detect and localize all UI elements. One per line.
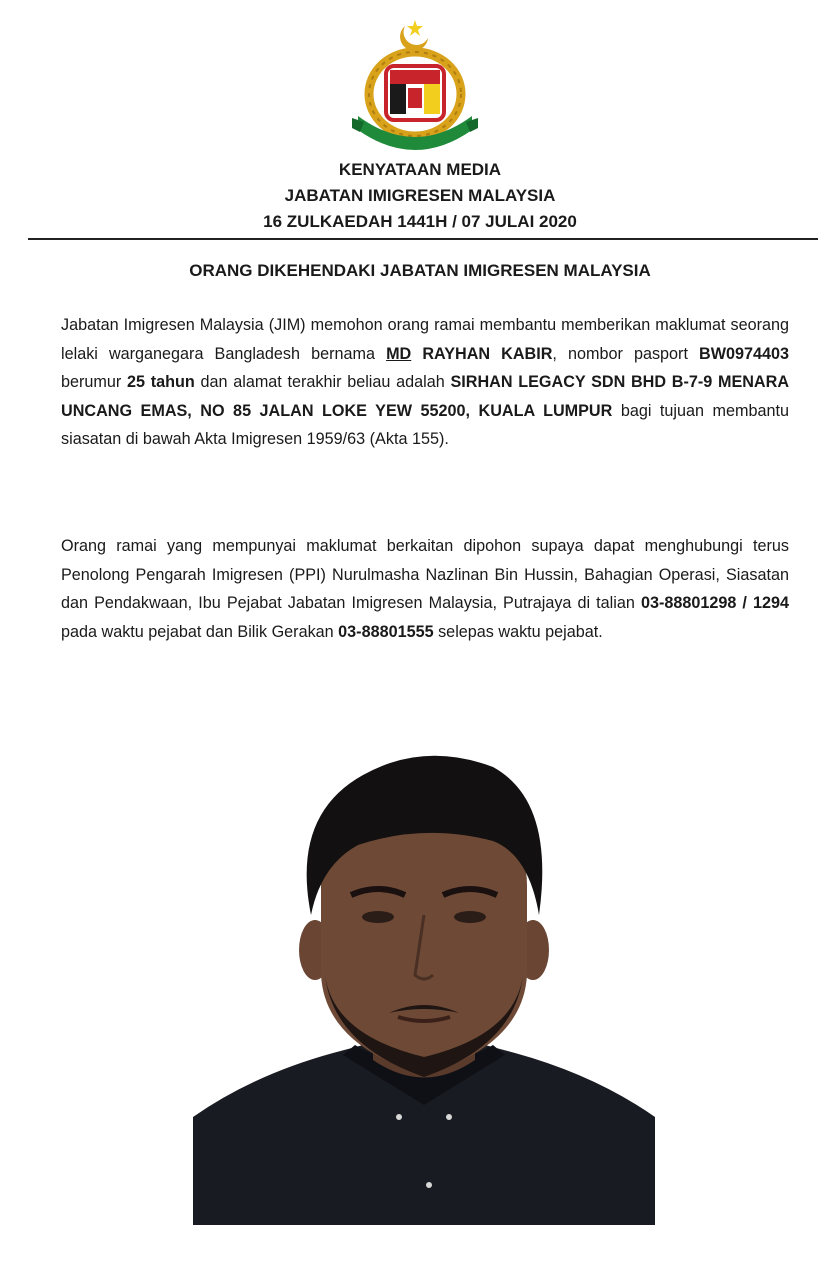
notice-title: ORANG DIKEHENDAKI JABATAN IMIGRESEN MALAYSIA (189, 261, 651, 280)
passport-number: BW0974403 (699, 344, 790, 363)
last-address: SIRHAN LEGACY SDN BHD B-7-9 MENARA UNCANG EMAS, NO 85 JALAN LOKE YEW 55200, KUALA LUMPUR (61, 373, 790, 420)
para1-text-2: , nombor pasport (552, 344, 700, 363)
media-statement-heading: KENYATAAN MEDIA (338, 160, 502, 179)
wanted-person-photo (193, 745, 655, 1225)
after-hours-phone: 03-88801555 (338, 622, 434, 641)
para1-text-1: Jabatan Imigresen Malaysia (JIM) memohon orang ramai membantu memberikan maklumat seorang lelaki warganegara Bangladesh bernama (61, 316, 789, 363)
date-heading: 16 ZULKAEDAH 1441H / 07 JULAI 2020 (263, 212, 577, 231)
paragraph-contact (61, 532, 789, 646)
header-divider (28, 238, 818, 240)
para2-text-3: selepas waktu pejabat. (433, 622, 603, 641)
suspect-name-prefix: MD (386, 344, 412, 363)
immigration-logo (350, 18, 480, 150)
suspect-name: RAYHAN KABIR (411, 344, 553, 363)
para1-text-5: bagi tujuan membantu siasatan di bawah Akta Imigresen 1959/63 (Akta 155). (61, 401, 789, 448)
suspect-age: 25 tahun (127, 373, 195, 391)
paragraph-description (61, 311, 789, 454)
office-phone: 03-88801298 / 1294 (640, 594, 790, 612)
para2-text-2: pada waktu pejabat dan Bilik Gerakan (61, 622, 339, 641)
para2-text-1: Orang ramai yang mempunyai maklumat berkaitan dipohon supaya dapat menghubungi terus Penolong Pengarah Imigresen (PPI) Nurulmasha Nazlinan Bin Hussin, Bahagian Operasi, Siasatan dan Pendakwaan, Ibu Pejabat Jabatan Imigresen Malaysia, Putrajaya di talian (61, 537, 789, 612)
department-heading: JABATAN IMIGRESEN MALAYSIA (284, 186, 556, 205)
para1-text-4: dan alamat terakhir beliau adalah (194, 373, 451, 391)
immigration-crest-icon (350, 18, 480, 150)
para1-text-3: berumur (61, 373, 127, 391)
